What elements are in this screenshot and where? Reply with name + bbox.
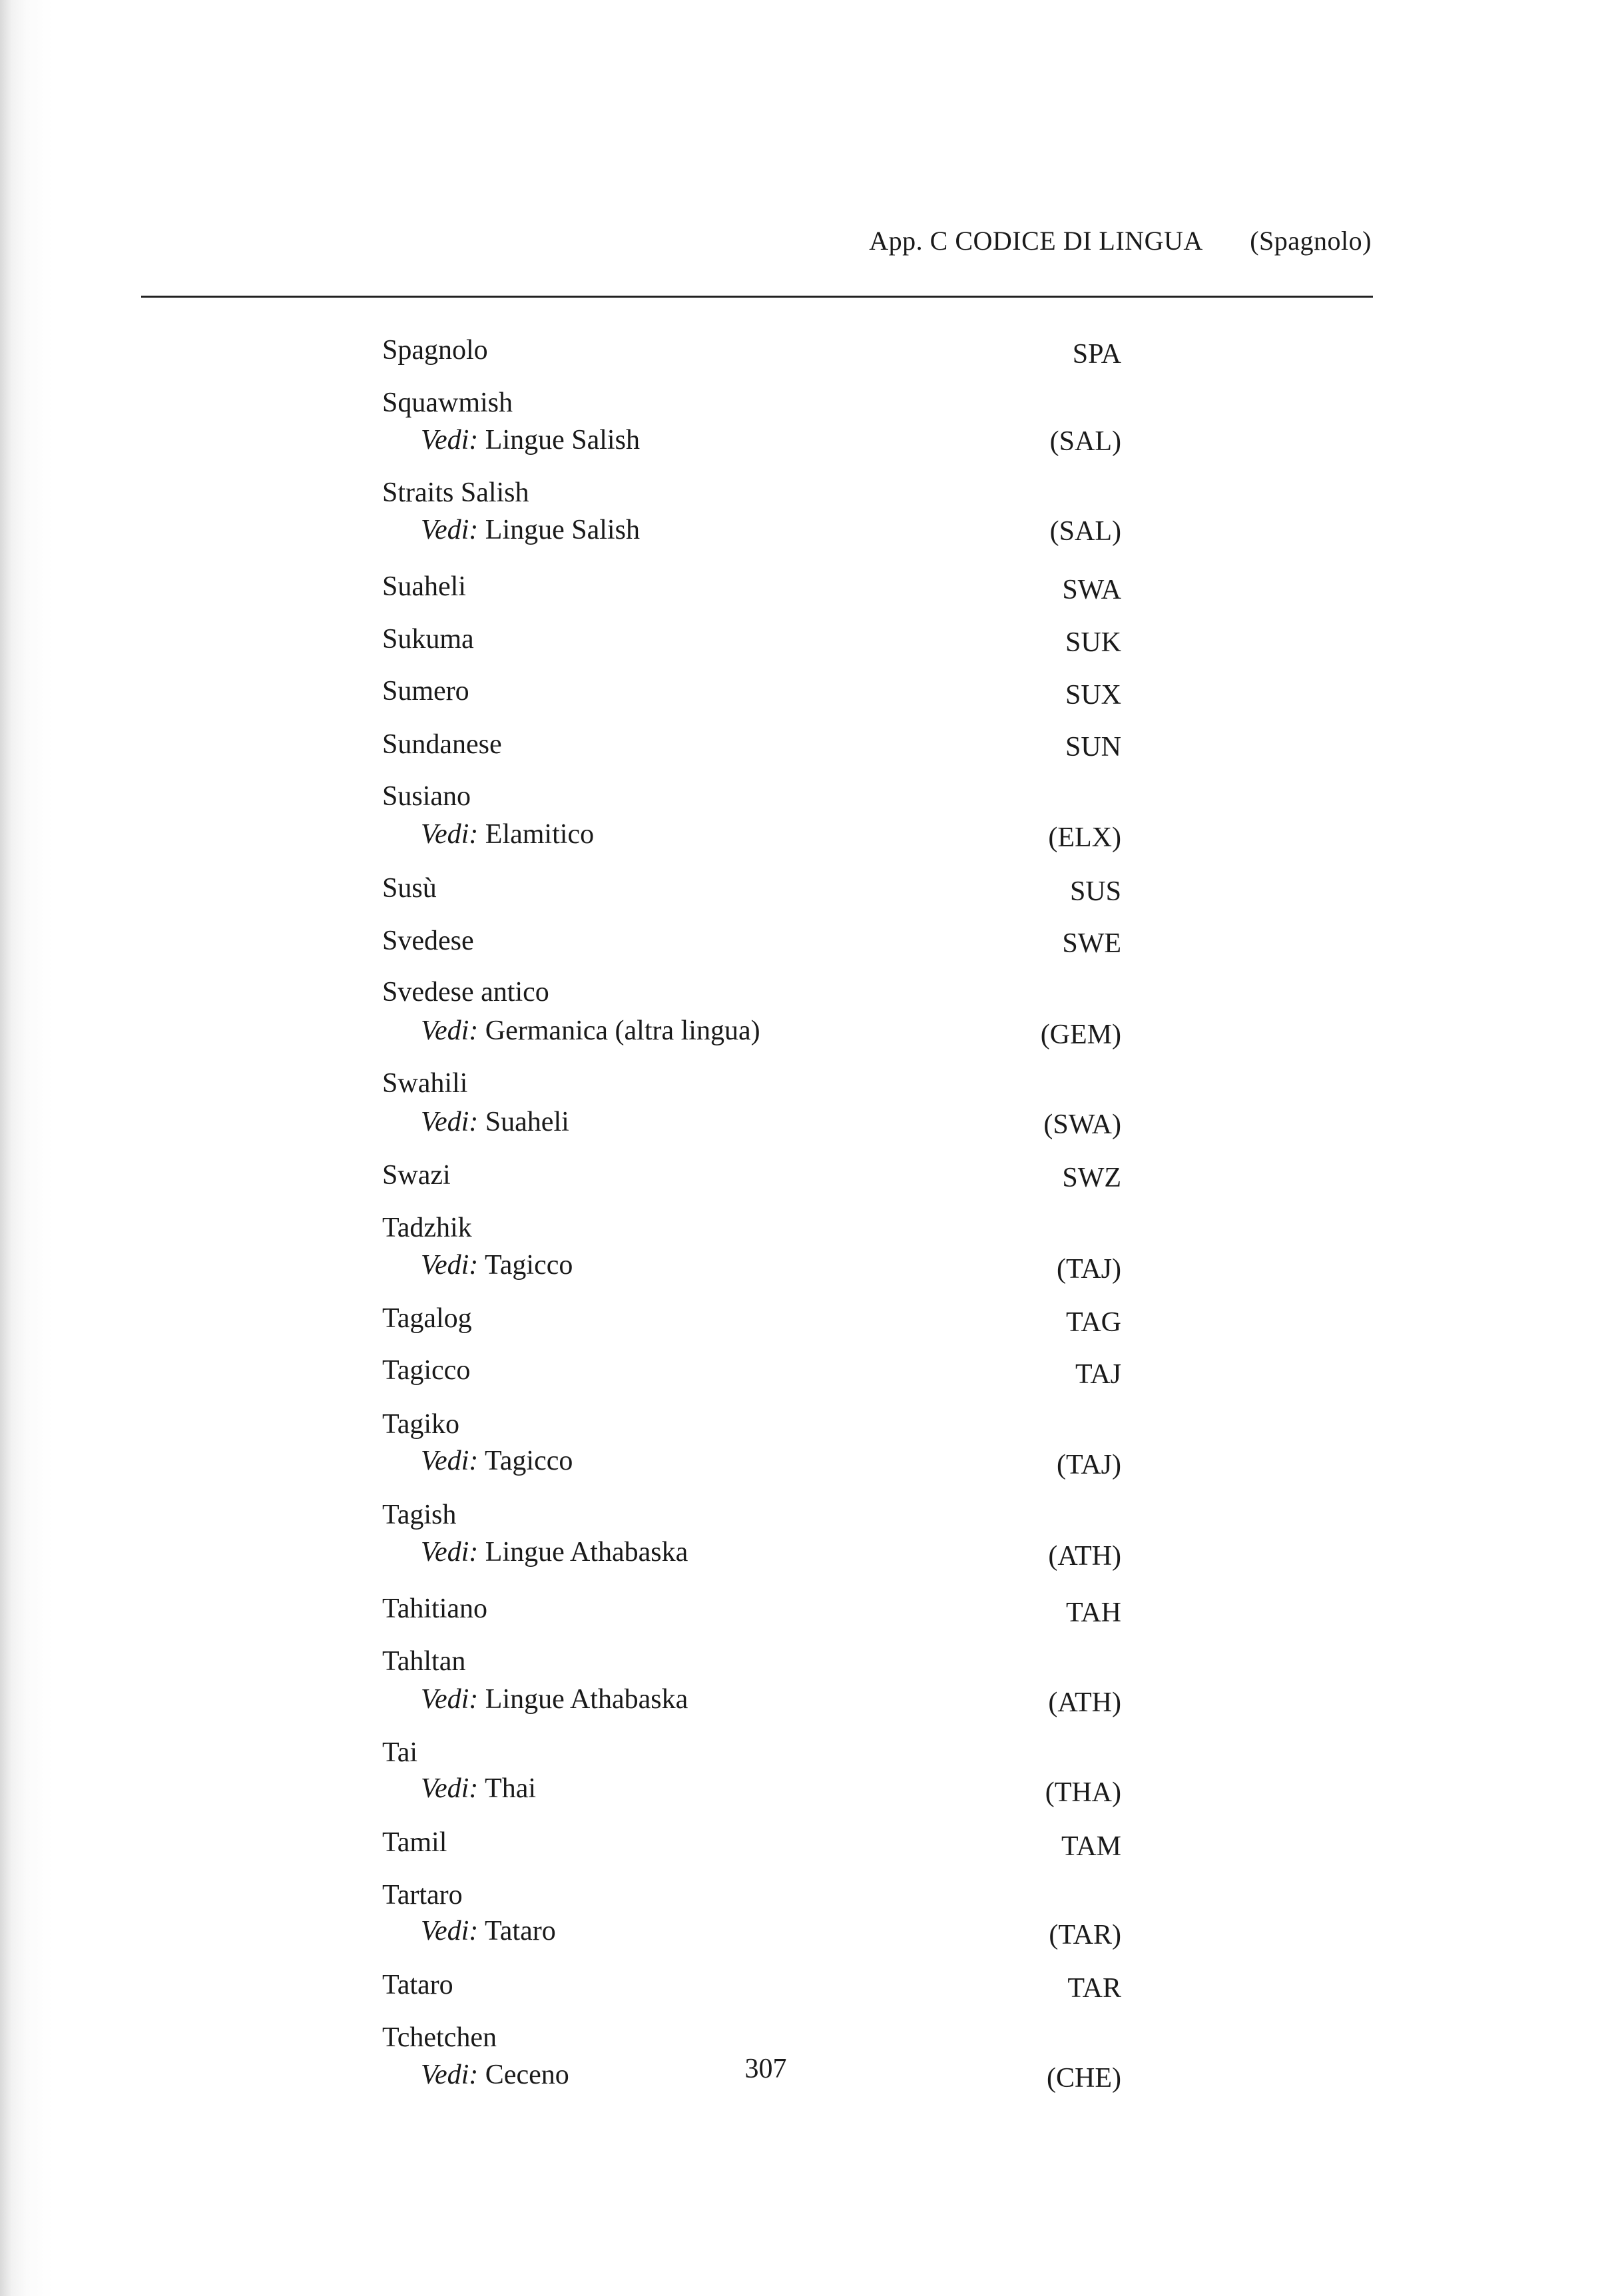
entry-code: (SWA) bbox=[1043, 1109, 1121, 1140]
entry-code: (GEM) bbox=[1040, 1019, 1121, 1050]
entry-see-reference bbox=[421, 1445, 573, 1477]
see-label: Vedi: bbox=[421, 1916, 479, 1946]
see-target: Tataro bbox=[478, 1916, 556, 1946]
entry-term: Susiano bbox=[382, 781, 471, 812]
entry-code: (TAR) bbox=[1049, 1920, 1121, 1950]
entry-code: SWA bbox=[1062, 575, 1121, 605]
entry-see-reference bbox=[421, 1773, 536, 1805]
entry-term: Svedese antico bbox=[382, 977, 549, 1007]
entry-see-reference bbox=[421, 1915, 556, 1947]
entry-see-reference bbox=[421, 1015, 760, 1047]
entry-code: (ATH) bbox=[1048, 1687, 1121, 1718]
entry-term: Tamil bbox=[382, 1827, 447, 1858]
entry-code: TAM bbox=[1061, 1831, 1121, 1862]
entry-term: Tagalog bbox=[382, 1303, 472, 1334]
page-number: 307 bbox=[744, 2054, 787, 2084]
see-target: Tagicco bbox=[478, 1446, 573, 1476]
entry-see-reference bbox=[421, 424, 640, 456]
entry-code: SUK bbox=[1065, 627, 1121, 658]
entry-code: SUX bbox=[1065, 680, 1121, 711]
entry-term: Swazi bbox=[382, 1160, 451, 1191]
see-label: Vedi: bbox=[421, 1684, 479, 1715]
see-label: Vedi: bbox=[421, 819, 479, 850]
entry-code: TAJ bbox=[1075, 1359, 1121, 1390]
entry-see-reference bbox=[421, 1106, 569, 1138]
entry-term: Spagnolo bbox=[382, 335, 488, 366]
entry-code: (ATH) bbox=[1048, 1541, 1121, 1572]
entry-code: SUS bbox=[1069, 876, 1121, 907]
see-label: Vedi: bbox=[421, 1250, 479, 1281]
entry-term: Tagiko bbox=[382, 1409, 460, 1440]
header-title: CODICE DI LINGUA bbox=[955, 226, 1203, 256]
see-target: Suaheli bbox=[478, 1107, 569, 1137]
entry-term: Squawmish bbox=[382, 388, 513, 418]
entry-see-reference bbox=[421, 1249, 573, 1281]
entry-code: (CHE) bbox=[1047, 2063, 1121, 2094]
entry-see-reference bbox=[421, 1536, 688, 1568]
header-section: (Spagnolo) bbox=[1250, 226, 1372, 256]
entry-term: Susù bbox=[382, 873, 437, 904]
entry-term: Svedese bbox=[382, 926, 474, 956]
see-label: Vedi: bbox=[421, 1773, 479, 1804]
entry-code: TAH bbox=[1066, 1597, 1121, 1628]
see-label: Vedi: bbox=[421, 2060, 479, 2090]
see-label: Vedi: bbox=[421, 1015, 479, 1046]
see-target: Thai bbox=[478, 1773, 537, 1804]
see-target: Lingue Salish bbox=[478, 425, 640, 455]
entry-code: TAR bbox=[1067, 1973, 1121, 2004]
see-label: Vedi: bbox=[421, 1537, 479, 1568]
entry-term: Sundanese bbox=[382, 729, 502, 760]
header-appendix: App. C bbox=[869, 226, 948, 256]
entry-term: Tahitiano bbox=[382, 1593, 488, 1624]
entry-term: Tartaro bbox=[382, 1880, 463, 1910]
entry-term: Tchetchen bbox=[382, 2022, 497, 2053]
entry-code: SWZ bbox=[1062, 1163, 1121, 1193]
entry-term: Tahltan bbox=[382, 1646, 466, 1677]
entry-term: Sukuma bbox=[382, 624, 474, 655]
entry-term: Straits Salish bbox=[382, 477, 529, 508]
entry-code: (SAL) bbox=[1049, 426, 1121, 457]
see-target: Germanica (altra lingua) bbox=[478, 1015, 760, 1046]
see-target: Ceceno bbox=[478, 2060, 569, 2090]
see-target: Tagicco bbox=[478, 1250, 573, 1281]
entry-code: (ELX) bbox=[1048, 822, 1121, 853]
entry-term: Sumero bbox=[382, 676, 469, 707]
entry-code: TAG bbox=[1066, 1307, 1121, 1338]
entry-term: Tagish bbox=[382, 1500, 457, 1530]
entry-term: Tagicco bbox=[382, 1355, 471, 1386]
entry-code: SPA bbox=[1072, 339, 1121, 370]
see-label: Vedi: bbox=[421, 1107, 479, 1137]
entry-code: (THA) bbox=[1045, 1777, 1121, 1808]
see-target: Elamitico bbox=[478, 819, 595, 850]
entry-see-reference bbox=[421, 1683, 688, 1715]
entry-term: Swahili bbox=[382, 1068, 468, 1099]
entry-see-reference bbox=[421, 514, 640, 546]
entry-code: (TAJ) bbox=[1057, 1450, 1121, 1480]
entry-term: Tai bbox=[382, 1737, 418, 1768]
entry-term: Tadzhik bbox=[382, 1213, 472, 1243]
see-target: Lingue Athabaska bbox=[478, 1684, 688, 1715]
entry-code: (SAL) bbox=[1049, 516, 1121, 547]
see-label: Vedi: bbox=[421, 515, 479, 545]
entry-term: Tataro bbox=[382, 1970, 453, 2000]
see-target: Lingue Athabaska bbox=[478, 1537, 688, 1568]
see-label: Vedi: bbox=[421, 1446, 479, 1476]
entry-code: SUN bbox=[1065, 732, 1121, 762]
see-target: Lingue Salish bbox=[478, 515, 640, 545]
entry-code: SWE bbox=[1062, 928, 1121, 959]
entry-code: (TAJ) bbox=[1057, 1254, 1121, 1285]
entry-see-reference bbox=[421, 818, 594, 850]
entry-term: Suaheli bbox=[382, 571, 466, 602]
see-label: Vedi: bbox=[421, 425, 479, 455]
